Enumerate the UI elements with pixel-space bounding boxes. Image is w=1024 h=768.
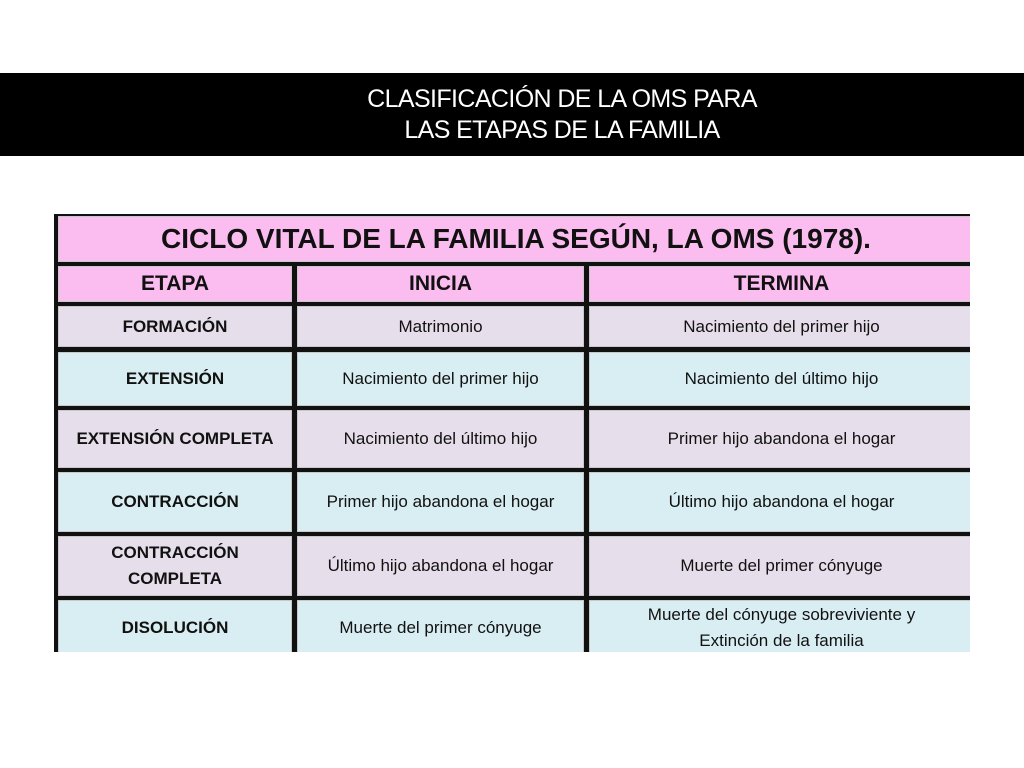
cell-inicia: Nacimiento del último hijo [297,410,584,468]
cell-termina: Nacimiento del primer hijo [589,306,970,347]
header-etapa: ETAPA [58,266,292,302]
cell-termina: Muerte del cónyuge sobreviviente y Extinción de la familia [589,600,970,652]
cell-etapa: CONTRACCIÓN COMPLETA [58,536,292,596]
cell-termina: Último hijo abandona el hogar [589,472,970,532]
cell-etapa: CONTRACCIÓN [58,472,292,532]
cell-termina: Muerte del primer cónyuge [589,536,970,596]
cell-termina: Nacimiento del último hijo [589,352,970,406]
cell-inicia: Primer hijo abandona el hogar [297,472,584,532]
slide-title-line-2: LAS ETAPAS DE LA FAMILIA [404,116,720,144]
cell-etapa: EXTENSIÓN [58,352,292,406]
cell-etapa: FORMACIÓN [58,306,292,347]
table-title: CICLO VITAL DE LA FAMILIA SEGÚN, LA OMS (1978). [58,216,970,262]
cell-etapa: EXTENSIÓN COMPLETA [58,410,292,468]
cell-inicia: Nacimiento del primer hijo [297,352,584,406]
slide-title-bar [0,73,1024,156]
cell-inicia: Muerte del primer cónyuge [297,600,584,652]
family-cycle-table [54,214,970,652]
header-termina: TERMINA [589,266,970,302]
cell-termina: Primer hijo abandona el hogar [589,410,970,468]
cell-inicia: Último hijo abandona el hogar [297,536,584,596]
header-inicia: INICIA [297,266,584,302]
cell-etapa: DISOLUCIÓN [58,600,292,652]
slide-title-line-1: CLASIFICACIÓN DE LA OMS PARA [367,85,757,113]
cell-inicia: Matrimonio [297,306,584,347]
